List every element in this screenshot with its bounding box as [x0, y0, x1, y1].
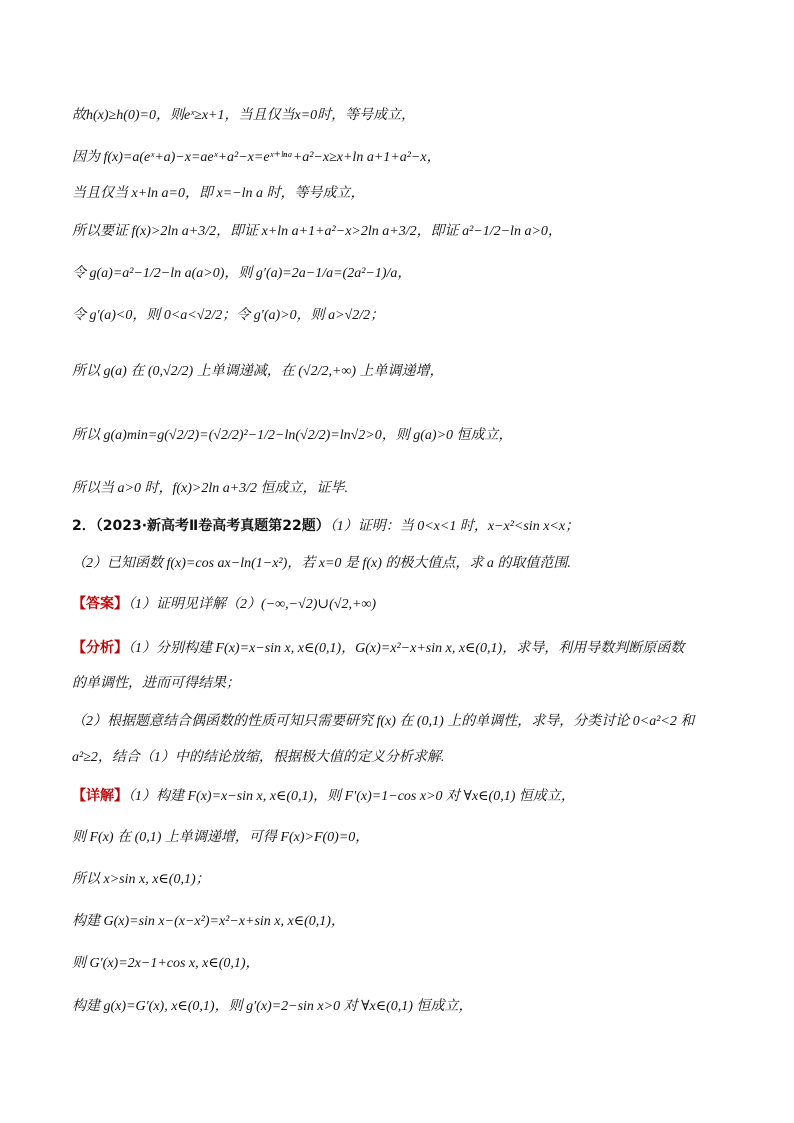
detail-line-2: 则 F(x) 在 (0,1) 上单调递增，可得 F(x)>F(0)=0，: [72, 830, 370, 845]
detail-line-6: 构建 g(x)=G′(x), x∈(0,1)，则 g′(x)=2−sin x>0 对 ∀x∈(0,1) 恒成立，: [72, 999, 473, 1014]
text-line-5: 令 g(a)=a²−1/2−ln a(a>0)，则 g′(a)=2a−1/a=(2a²−1)/a，: [72, 266, 412, 281]
question-part-2: （2）已知函数 f(x)=cos ax−ln(1−x²)，若 x=0 是 f(x) 的极大值点，求 a 的取值范围.: [72, 556, 571, 571]
detail-line-1: [72, 788, 575, 806]
analysis-line-4: a²≥2，结合（1）中的结论放缩，根据极大值的定义分析求解.: [72, 750, 445, 765]
answer-tag: 【答案】: [72, 596, 128, 612]
text-line-7: 所以 g(a) 在 (0,√2/2) 上单调递减，在 (√2/2,+∞) 上单调递增，: [72, 364, 444, 379]
question-number: 2．（2023·新高考Ⅱ卷高考真题第22题）: [72, 518, 330, 534]
text-line-9: 所以当 a>0 时，f(x)>2ln a+3/2 恒成立，证毕.: [72, 481, 349, 496]
detail-tag: 【详解】: [72, 788, 128, 804]
text-line-1: 故h(x)≥h(0)=0，则eˣ≥x+1，当且仅当x=0时，等号成立，: [72, 108, 416, 123]
question-part-1: （1）证明：当 0<x<1 时，x−x²<sin x<x；: [329, 519, 580, 534]
detail-line-5: 则 G′(x)=2x−1+cos x, x∈(0,1)，: [72, 956, 260, 971]
detail-line-4: 构建 G(x)=sin x−(x−x²)=x²−x+sin x, x∈(0,1)，: [72, 914, 345, 929]
analysis-line-1: [72, 640, 684, 658]
analysis-line-3: （2）根据题意结合偶函数的性质可知只需要研究 f(x) 在 (0,1) 上的单调性，求导，分类讨论 0<a²<2 和: [72, 714, 695, 729]
text-line-4: 所以要证 f(x)>2ln a+3/2，即证 x+ln a+1+a²−x>2ln a+3/2，即证 a²−1/2−ln a>0，: [72, 224, 562, 239]
detail-line-3: 所以 x>sin x, x∈(0,1)；: [72, 872, 210, 887]
detail-text: （1）构建 F(x)=x−sin x, x∈(0,1)，则 F′(x)=1−cos x>0 对 ∀x∈(0,1) 恒成立，: [128, 789, 575, 804]
text-line-3: 当且仅当 x+ln a=0，即 x=−ln a 时，等号成立，: [72, 186, 365, 201]
answer-text: （1）证明见详解（2）(−∞,−√2)∪(√2,+∞): [128, 597, 377, 612]
answer-line: [72, 596, 376, 614]
analysis-tag: 【分析】: [72, 640, 128, 656]
question-2: [72, 518, 579, 536]
analysis-line-2: 的单调性，进而可得结果；: [72, 676, 240, 691]
text-line-8: 所以 g(a)min=g(√2/2)=(√2/2)²−1/2−ln(√2/2)=ln√2>0，则 g(a)>0 恒成立，: [72, 428, 513, 443]
analysis-text: （1）分别构建 F(x)=x−sin x, x∈(0,1)，G(x)=x²−x+sin x, x∈(0,1)，求导，利用导数判断原函数: [128, 641, 685, 656]
text-line-6: 令 g′(a)<0，则 0<a<√2/2；令 g′(a)>0，则 a>√2/2；: [72, 308, 385, 323]
text-line-2: 因为 f(x)=a(eˣ+a)−x=aeˣ+a²−x=eˣ⁺ˡⁿᵃ+a²−x≥x+ln a+1+a²−x，: [72, 150, 441, 165]
